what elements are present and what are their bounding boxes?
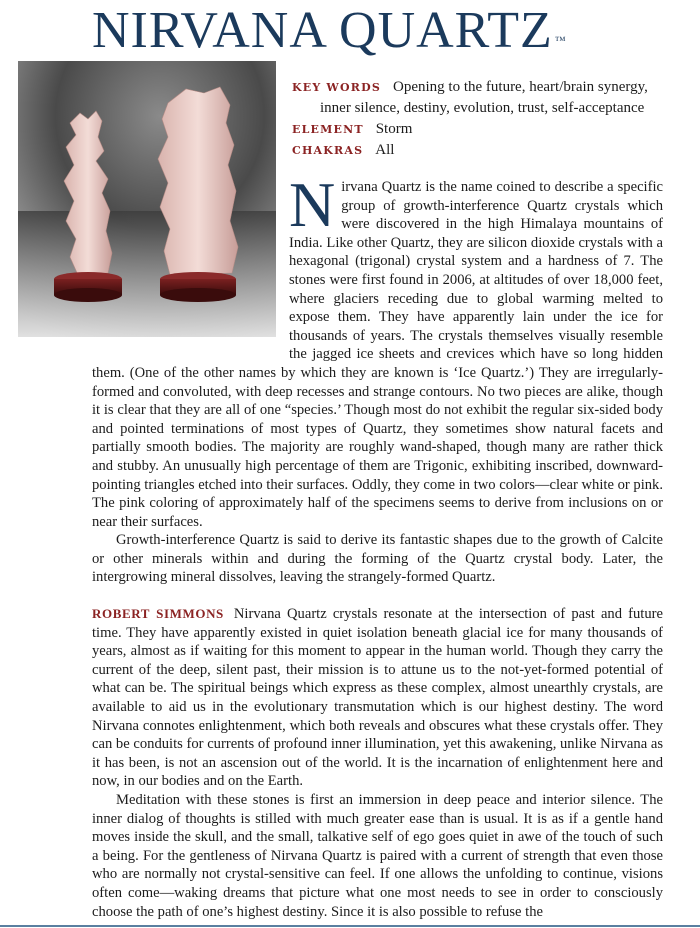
stone-attributes [292,77,664,161]
element-value: Storm [375,121,413,137]
element-label: ELEMENT [292,123,364,136]
keywords-line1: Opening to the future, heart/brain synergy, [393,79,648,95]
bottom-rule [0,925,700,927]
keywords-label: KEY WORDS [292,81,381,94]
author-name: ROBERT SIMMONS [92,606,224,622]
intro-paragraph-1-text: irvana Quartz is the name coined to describe a specific group of growth-interference Quartz crystals which were discovered in the high Himalaya mountains of India. Like other Quartz, they are silicon dioxide crystals with a hexagonal (trigonal) crystal system and a hardness of 7. The stones were first found in 2006, at altitudes of over 18,000 feet, where glaciers receding due to global warming melted to expose them. They have apparently lain under the ice for thousands of years. The crystals themselves visually resemble the jagged ice sheets and crevices which have so long hidden them. (One of the other names by which they are known is ‘Ice Quartz.’) They are irregularly-formed and convoluted, with deep recesses and strange contours. No two pieces are alike, though it is clear that they are all of one “species.’ Though most do not exhibit the regular six-sided body and pointed terminations of most types of Quartz, they sometimes show natural facets and partially smooth bodies. The majority are roughly wand-shaped, though many are rather thick and stubby. An unusually high percentage of them are Trigonic, exhibiting inscribed, downward-pointing triangles etched into their surfaces. Oddly, they come in two colors—clear white or pink. The pink coloring of approximately half of the specimens seems to derive from inclusions on or near their surfaces. [92,179,663,530]
page-title: NIRVANA QUARTZ ™ [92,2,566,59]
chakras-value: All [375,142,395,158]
chakras-label: CHAKRAS [292,144,364,157]
keywords-row [292,77,664,98]
chakras-row [292,140,664,161]
drop-cap: N [289,169,336,240]
simmons-paragraph-1 [92,605,663,791]
article-body [92,169,663,921]
element-row [292,119,664,140]
simmons-paragraph-2: Meditation with these stones is first an immersion in deep peace and interior silence. The inner dialog of thoughts is stilled with much greater ease than is usual. It is as if a gentle hand moves inside the skull, and the small, talkative self of ego goes quiet in awe of the touch of such a being. For the gentleness of Nirvana Quartz is paired with a current of strength that even those who are normally not crystal-sensitive can feel. If one allows the unfolding to continue, visions often come—waking dreams that picture what one most needs to see in order to consciously choose the path of one’s highest destiny. Since it is also possible to refuse the [92,792,663,920]
intro-paragraph-2: Growth-interference Quartz is said to derive its fantastic shapes due to the growth of Calcite or other minerals within and during the forming of the Quartz crystal body. Later, the intergrowing mineral dissolves, leaving the strangely-formed Quartz. [92,532,663,586]
trademark-symbol: ™ [554,35,566,47]
simmons-paragraph-1-text: Nirvana Quartz crystals resonate at the intersection of past and future time. They have apparently existed in quiet isolation beneath glacial ice for many thousands of years, almost as if waiting for this moment to appear in the human world. Though they carry the current of the deep, silent past, their mission is to attune us to the not-yet-formed potential of what can be. The spiritual beings which express as these complex, almost unearthly crystals, are available to aid us in the evolutionary transmutation which is our highest destiny. The word Nirvana connotes enlightenment, which both reveals and obscures what these crystals offer. They can be conduits for currents of profound inner illumination, yet this awakening, unlike Nirvana as it has been, is not an ascension out of the world. It is the incarnation of enlightenment here and now, in our bodies and on the Earth. [92,606,663,790]
keywords-line2: inner silence, destiny, evolution, trust, self-acceptance [320,100,645,116]
keywords-row-continued [292,98,664,119]
